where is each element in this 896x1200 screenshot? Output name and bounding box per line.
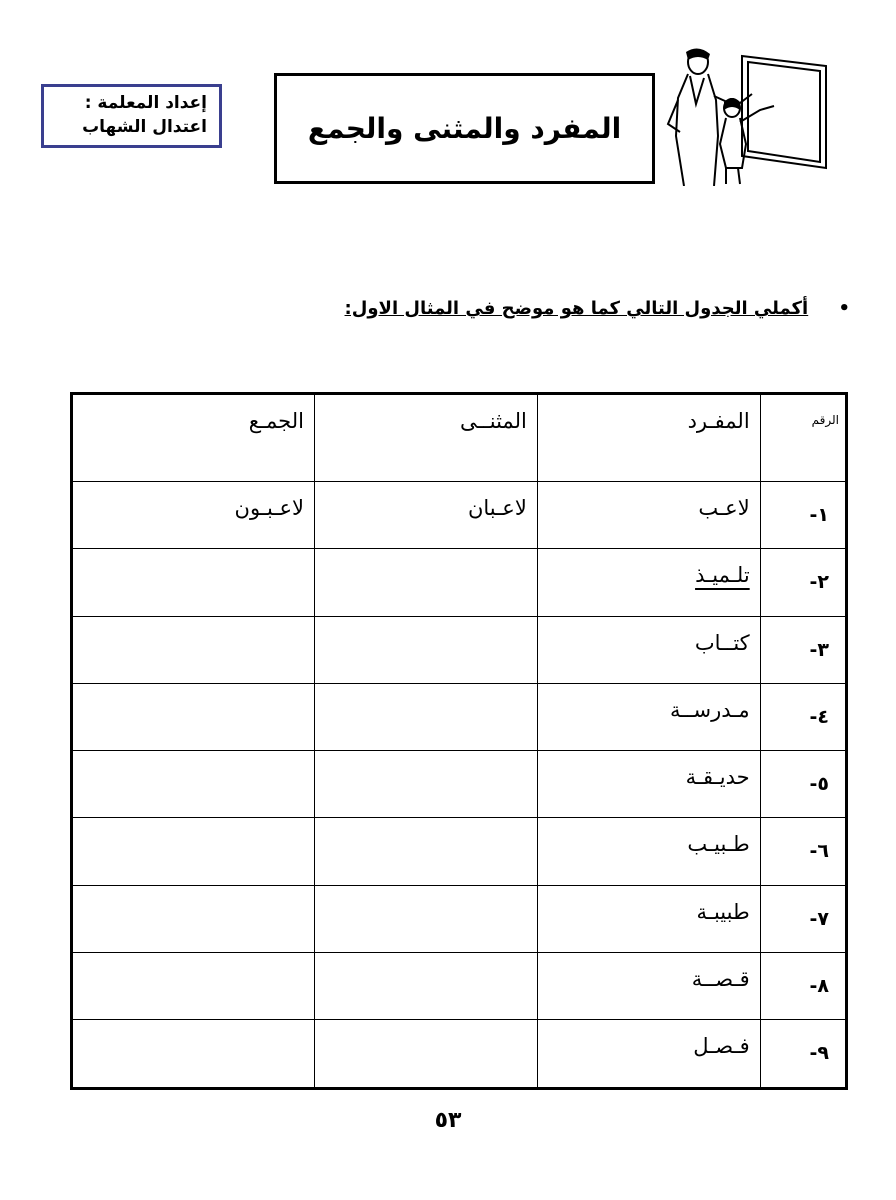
dual-word: لاعـبان bbox=[467, 496, 527, 520]
row-number: ٨- bbox=[760, 952, 846, 1019]
word-table bbox=[70, 392, 848, 1090]
table-row bbox=[72, 1020, 847, 1089]
singular-word: طـبيـب bbox=[687, 832, 750, 857]
plural-cell[interactable] bbox=[72, 549, 315, 616]
bullet-icon: • bbox=[838, 298, 850, 319]
singular-word: قـصــة bbox=[691, 966, 750, 991]
singular-cell bbox=[537, 952, 760, 1019]
title-box bbox=[274, 73, 655, 184]
singular-word: لاعـب bbox=[698, 496, 750, 520]
plural-cell[interactable] bbox=[72, 885, 315, 952]
dual-cell[interactable] bbox=[314, 683, 537, 750]
table-row bbox=[72, 683, 847, 750]
row-number: ٩- bbox=[760, 1020, 846, 1089]
table-row bbox=[72, 549, 847, 616]
table-row bbox=[72, 751, 847, 818]
plural-word: لاعـبـون bbox=[234, 496, 304, 520]
author-label: إعداد المعلمة : bbox=[84, 93, 207, 113]
dual-cell[interactable] bbox=[314, 616, 537, 683]
plural-cell[interactable] bbox=[72, 751, 315, 818]
row-number: ٥- bbox=[760, 751, 846, 818]
dual-cell[interactable] bbox=[314, 885, 537, 952]
singular-cell bbox=[537, 818, 760, 885]
instruction-text: أكملي الجدول التالي كما هو موضح في المثال الاول: bbox=[344, 298, 809, 319]
row-number: ٧- bbox=[760, 885, 846, 952]
singular-cell bbox=[537, 885, 760, 952]
singular-word: طبيبـة bbox=[696, 899, 750, 924]
table-header-row bbox=[72, 394, 847, 482]
singular-cell bbox=[537, 1020, 760, 1089]
row-number: ٦- bbox=[760, 818, 846, 885]
dual-cell[interactable] bbox=[314, 482, 537, 549]
row-number: ١- bbox=[760, 482, 846, 549]
row-number: ٤- bbox=[760, 683, 846, 750]
header-plural: الجمـع bbox=[72, 394, 315, 482]
table-row bbox=[72, 616, 847, 683]
singular-cell bbox=[537, 683, 760, 750]
row-number: ٣- bbox=[760, 616, 846, 683]
table-row bbox=[72, 952, 847, 1019]
header-number: الرقم bbox=[760, 394, 846, 482]
dual-cell[interactable] bbox=[314, 549, 537, 616]
header-dual: المثنــى bbox=[314, 394, 537, 482]
table-row bbox=[72, 482, 847, 549]
singular-cell bbox=[537, 482, 760, 549]
singular-word: تلـميـذ bbox=[695, 563, 750, 588]
author-box bbox=[41, 84, 222, 148]
plural-cell[interactable] bbox=[72, 1020, 315, 1089]
dual-cell[interactable] bbox=[314, 952, 537, 1019]
plural-cell[interactable] bbox=[72, 818, 315, 885]
dual-cell[interactable] bbox=[314, 818, 537, 885]
teacher-student-illustration bbox=[656, 44, 836, 186]
dual-cell[interactable] bbox=[314, 1020, 537, 1089]
header-singular: المفـرد bbox=[537, 394, 760, 482]
row-number: ٢- bbox=[760, 549, 846, 616]
singular-word: فـصـل bbox=[693, 1034, 750, 1059]
singular-cell bbox=[537, 549, 760, 616]
dual-cell[interactable] bbox=[314, 751, 537, 818]
singular-cell bbox=[537, 616, 760, 683]
page-number: ٥٣ bbox=[434, 1108, 462, 1133]
singular-word: حديـقـة bbox=[685, 765, 750, 790]
page-title: المفرد والمثنى والجمع bbox=[307, 112, 622, 145]
author-name: اعتدال الشهاب bbox=[82, 117, 207, 137]
plural-cell[interactable] bbox=[72, 683, 315, 750]
instruction bbox=[200, 298, 850, 319]
singular-word: مـدرســة bbox=[669, 697, 750, 722]
singular-cell bbox=[537, 751, 760, 818]
plural-cell[interactable] bbox=[72, 952, 315, 1019]
plural-cell[interactable] bbox=[72, 616, 315, 683]
table-row bbox=[72, 818, 847, 885]
table-row bbox=[72, 885, 847, 952]
plural-cell[interactable] bbox=[72, 482, 315, 549]
singular-word: كتــاب bbox=[694, 630, 750, 655]
